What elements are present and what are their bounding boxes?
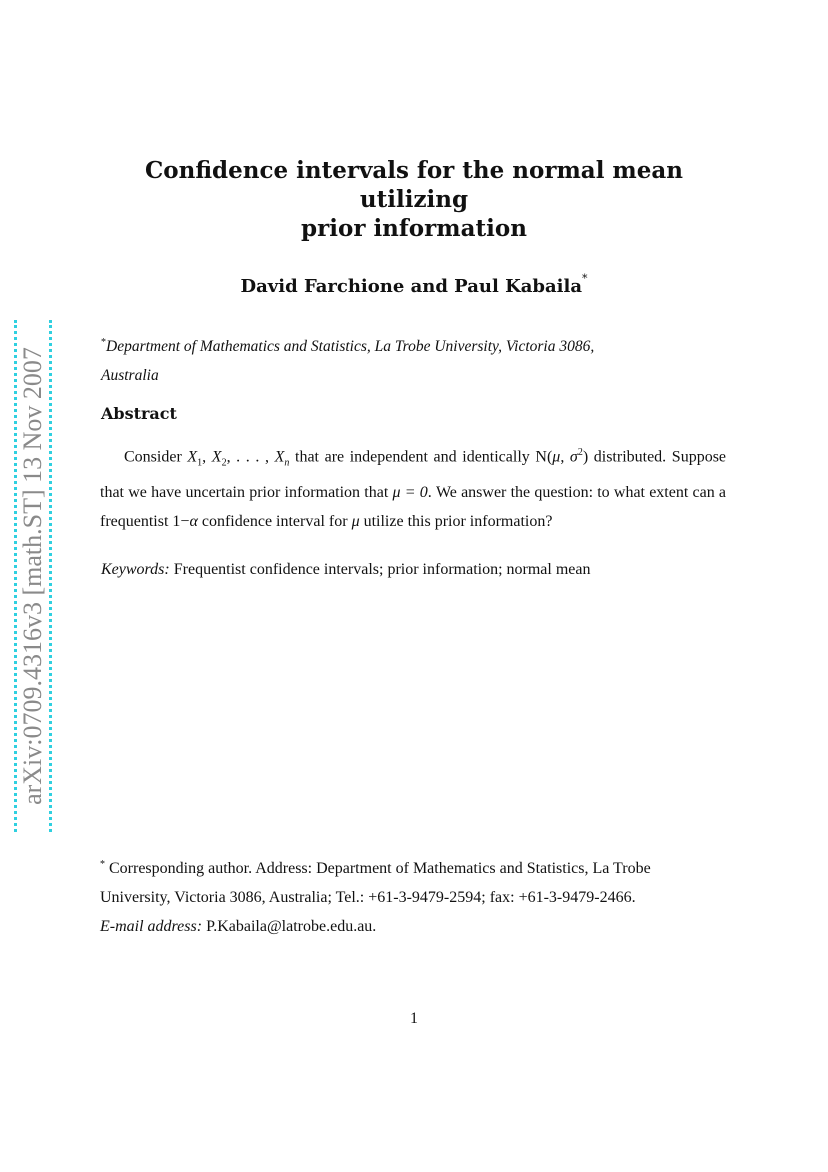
affiliation-marker: * (101, 337, 106, 348)
arxiv-identifier: arXiv:0709.4316v3 [math.ST] 13 Nov 2007 (18, 347, 47, 805)
abstract-text: utilize this prior information? (359, 512, 553, 530)
affiliation-line-2: Australia (101, 367, 159, 384)
abstract-text: Suppose that we have uncertain prior information that (100, 448, 727, 501)
author-marker: * (581, 272, 588, 285)
footnote-marker: * (100, 859, 105, 870)
alpha-symbol: α (189, 512, 198, 530)
abstract-text: Consider (124, 448, 188, 466)
affiliation-line-1: Department of Mathematics and Statistics, La Trobe University, Victoria 3086, (106, 338, 595, 355)
abstract-heading: Abstract (101, 404, 177, 423)
mu-symbol: μ (351, 512, 360, 530)
affiliation (101, 328, 727, 390)
email-label: E-mail address: (100, 918, 203, 935)
footnote-line-1: Corresponding author. Address: Department of Mathematics and Statistics, La Trobe (105, 860, 651, 877)
author-list (100, 272, 728, 297)
abstract-text: that are independent and identically N( (289, 448, 553, 466)
title-line-1: Confidence intervals for the normal mean utilizing (144, 157, 684, 213)
footnote-line-2: University, Victoria 3086, Australia; Tel.: +61-3-9479-2594; fax: +61-3-9479-2466. (100, 889, 636, 906)
abstract-text: . We answer the question: to (427, 483, 610, 501)
abstract-body: Consider $X_1$, $X_2$, . . . , $X_n$ that are independent and identically N(μ, $\sigma^2$) distributed. Suppose that we have uncertain prior information that μ = 0. We answer the question: to what extent can a frequentist 1−α confidence interval for μ utilize this prior information? (100, 447, 727, 530)
abstract-text: what extent can a frequentist 1− (100, 483, 727, 530)
abstract-equation: μ = 0 (392, 483, 428, 501)
footnote (100, 850, 726, 941)
keywords-label: Keywords: (101, 561, 170, 578)
keywords (101, 561, 591, 579)
arxiv-sidebar (14, 320, 52, 832)
author-names: David Farchione and Paul Kabaila (240, 276, 582, 297)
paper-title (100, 156, 728, 243)
email-address[interactable]: P.Kabaila@latrobe.edu.au. (202, 918, 377, 935)
keywords-text: Frequentist confidence intervals; prior information; normal mean (169, 561, 591, 578)
abstract-text: confidence interval for (197, 512, 352, 530)
abstract-text: ) distributed. (582, 448, 667, 466)
title-line-2: prior information (301, 215, 527, 242)
page-number: 1 (410, 1010, 418, 1027)
